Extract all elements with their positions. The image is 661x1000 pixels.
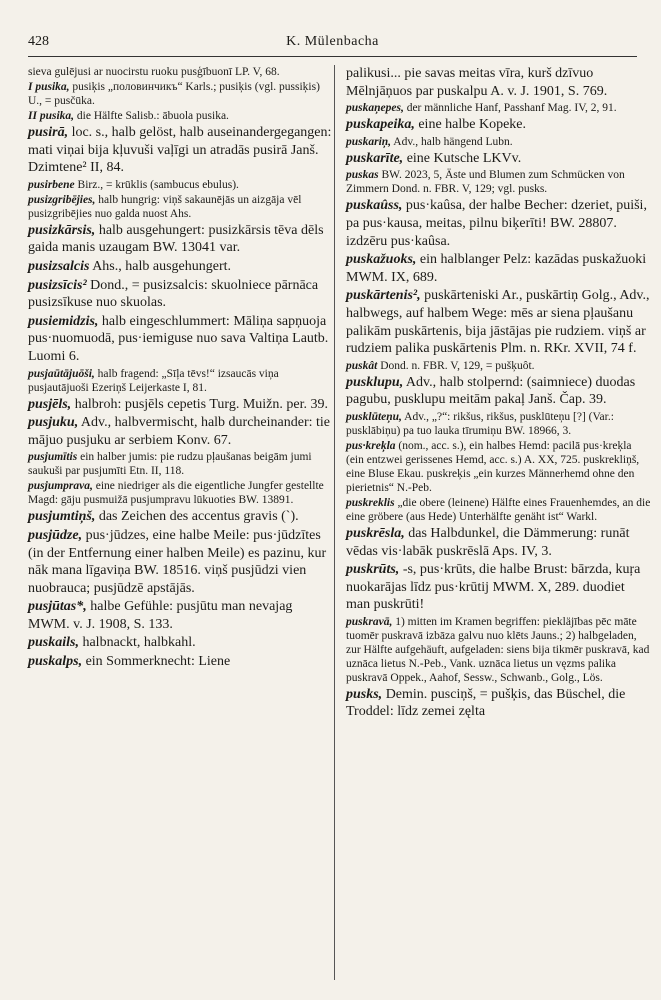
entry-text: Adv., „?“: rikšus, rikšus, pusklūteņu [?] (Var.: pusklābiņu) pa tuo lauka tīrumiņu BW. 18966, 3. (346, 410, 614, 437)
entry-text: 1) mitten im Kramen begriffen: piekläjības pēc māte tuomēr puskravā izbāza galvu nuo klēts Jauns.; 2) halbgeladen, zur Hälfte aufgehäuft, aufgeladen: siens bija tikmēr puskravā, kad uznāca lietus N.-Peb., Vank. uznāca lietus un vęzms palika puskravā Oppek., Aahof, Sessw., Schwanb., Golg., Lös. (346, 615, 650, 684)
dictionary-entry (28, 508, 333, 526)
entry-headword: pusizgribējies, (28, 193, 96, 206)
page-number: 428 (28, 34, 49, 49)
entry-headword: pusklūteņu, (346, 410, 402, 423)
entry-text: Adv., halbvermischt, halb durcheinander: tie mājuo pusjuku ar serbiem Konv. 67. (28, 415, 330, 448)
entry-headword: puskravā, (346, 615, 393, 628)
dictionary-entry (28, 313, 333, 366)
dictionary-entry (346, 287, 651, 357)
entry-headword: pusklupu, (346, 374, 404, 390)
dictionary-entry (346, 197, 651, 250)
entry-text: palikusi... pie savas meitas vīra, kurš dzīvuo Mēlnjāņuos par puskalpu A. v. J. 1901, S. 769. (346, 66, 608, 99)
dictionary-entry (346, 101, 651, 115)
entry-text: (nom., acc. s.), ein halbes Hemd: pacilā pus·kreķla (ein entzwei gerissenes Hemd, acc. s.) A. XX, 725. puskrekliņš, eine Bluse Ekau. puskreķis „ein kurzes Männerhemd ohne den pierietnis“ N.-Peb. (346, 439, 640, 494)
dictionary-entry (346, 439, 651, 495)
entry-headword: pusirā, (28, 125, 69, 140)
entry-headword: puskalps, (28, 654, 83, 670)
entry-headword: pusjūdze, (28, 527, 83, 543)
entry-text: pus·kaûsa, der halbe Becher: dzeriet, puiši, pa pus·kausa, meitas, pilnu biķerīti! BW. 28807. izdzēru pus·kaûsa. (346, 198, 647, 249)
entry-headword: puskārtenis², (346, 288, 421, 304)
entry-headword: pusjaūtājuōši, (28, 367, 95, 380)
dictionary-entry (28, 65, 333, 79)
entry-text: BW. 2023, 5, Äste und Blumen zum Schmücken von Zimmern Dond. n. FBR. V, 129; vgl. pusks. (346, 169, 625, 196)
entry-text: Dond., = pusizsalcis: skuolniece pārnāca pusizsīkuse nuo skuolas. (28, 277, 319, 311)
dictionary-entry (28, 634, 333, 652)
dictionary-entry (346, 359, 651, 373)
entry-headword: I pusika, (28, 81, 70, 93)
entry-headword: puskaņepes, (346, 102, 404, 115)
entry-text: ein halblanger Pelz: kazādas puskažuoki MWM. IX, 689. (346, 252, 647, 285)
dictionary-entry (28, 598, 333, 633)
entry-text: eine halbe Kopeke. (414, 117, 527, 133)
entry-text: Adv., halb hängend Lubn. (391, 135, 513, 148)
entry-headword: pusjēls, (28, 396, 72, 412)
entry-headword: puskariņ, (346, 135, 392, 148)
dictionary-entry (28, 109, 333, 123)
dictionary-entry (28, 367, 333, 395)
dictionary-entry (28, 124, 333, 177)
dictionary-entry (28, 479, 333, 507)
entry-text: halbnackt, halbkahl. (78, 635, 196, 651)
entry-headword: puskapeika, (346, 117, 415, 133)
entry-text: -s, pus·krūts, die halbe Brust: bārzda, kuŗa nuokarājas līdz pus·krūtij MWM. X, 289. duodiet man puskrūti! (346, 562, 641, 613)
dictionary-entry (346, 65, 651, 100)
entry-text: das Zeichen des accentus gravis (ˋ). (95, 509, 299, 525)
running-title: K. Mülenbacha (286, 34, 379, 49)
entry-text: halb ausgehungert: pusizkārsis tēva dēls gaida manis uzaugam BW. 13041 var. (28, 222, 324, 256)
entry-headword: pusizsalcis (28, 258, 90, 274)
entry-text: ein Sommerknecht: Liene (82, 654, 231, 670)
dictionary-entry (28, 80, 333, 108)
entry-headword: pusjūtas*, (28, 599, 87, 615)
entry-text: halbe Gefühle: pusjūtu man nevajag MWM. v. J. 1908, S. 133. (28, 599, 293, 632)
entry-text: Ahs., halb ausgehungert. (89, 258, 231, 274)
entry-headword: puskažuoks, (346, 252, 417, 268)
dictionary-entry (28, 653, 333, 671)
entry-headword: puskaûss, (346, 198, 403, 214)
entry-headword: pusirbene (28, 178, 75, 191)
entry-headword: pus·kreķla (346, 439, 396, 452)
dictionary-entry (28, 178, 333, 192)
dictionary-entry (28, 450, 333, 478)
entry-text: eine Kutsche LKVv. (403, 150, 522, 166)
dictionary-entry (346, 686, 651, 721)
entry-text: „die obere (leinene) Hälfte eines Frauenhemdes, an die eine gröbere (aus Hede) Unterhälfte genäht ist“ Warkl. (346, 496, 651, 523)
entry-text: pusiķis „половинчикъ“ Karls.; pusiķis (vgl. pussiķis) U., = pusčūka. (28, 81, 320, 107)
dictionary-entry (346, 150, 651, 168)
entry-headword: II pusika, (28, 110, 75, 122)
dictionary-entry (28, 258, 333, 276)
dictionary-entry (28, 222, 333, 257)
entry-headword: puskarīte, (346, 150, 404, 166)
entry-text: die Hälfte Salisb.: ābuola pusika. (74, 110, 229, 122)
entry-headword: pusiemidzis, (28, 313, 99, 329)
entry-headword: pusjumtiņš, (28, 509, 96, 525)
entry-headword: pusks, (346, 686, 383, 702)
dictionary-entry (28, 414, 333, 449)
right-column (346, 65, 651, 722)
dictionary-entry (346, 116, 651, 134)
entry-text: Dond. n. FBR. V, 129, = pušķuôt. (377, 359, 535, 372)
entry-headword: puskrēsla, (346, 525, 405, 541)
dictionary-entry (28, 396, 333, 414)
dictionary-entry (28, 193, 333, 221)
dictionary-entry (346, 168, 651, 196)
entry-headword: pusizkārsis, (28, 222, 96, 238)
entry-text: der männliche Hanf, Passhanf Mag. IV, 2, 91. (403, 102, 617, 115)
entry-text: loc. s., halb gelöst, halb auseinandergegangen: mati viņai bija kļuvuši vaļīgi un atradās pusirā Janš. Dzimtene² II, 84. (28, 125, 332, 176)
entry-headword: pusjumītis (28, 451, 78, 464)
dictionary-entry (346, 410, 651, 438)
dictionary-entry (346, 561, 651, 614)
entry-text: halbroh: pusjēls cepetis Turg. Muižn. per. 39. (71, 396, 328, 412)
entry-text: sieva gulējusi ar nuocirstu ruoku pusģībuonī LP. V, 68. (28, 66, 280, 78)
entry-text: Adv., halb stolpernd: (saimniece) duodas pagubu, pusklupu meitām pakaļ Janš. Čap. 39. (346, 374, 636, 408)
entry-text: Demin. pusciņš, = pušķis, das Büschel, die Troddel: līdz zemei zęlta (346, 686, 626, 720)
entry-text: puskārteniski Ar., puskārtiņ Golg., Adv., halbwegs, auf halbem Wege: mēs ar siena pļaušanu palikām puskārtenis, bija jāstājas pie rudziem. viņš ar rudziem palika puskārtenis Plm. n. RKr. XVII, 74 f. (346, 288, 650, 357)
dictionary-entry (346, 525, 651, 560)
dictionary-entry (346, 615, 651, 685)
entry-headword: puskas (346, 169, 379, 182)
entry-text: halb fragend: „Sīļa tēvs!“ izsaucās viņa pusjautājuoši Ezeriņš Leijerkaste I, 81. (28, 367, 279, 394)
entry-text: das Halbdunkel, die Dämmerung: runāt vēdas vis·labāk puskrēslā Aps. IV, 3. (346, 525, 630, 559)
entry-text: eine niedriger als die eigentliche Jungfer gestellte Magd: gāju pusmuižā pusjumpravu lūkuoties BW. 13891. (28, 480, 324, 507)
entry-headword: puskât (346, 359, 378, 372)
page-header (28, 34, 637, 57)
entry-text: pus·jūdzes, eine halbe Meile: pus·jūdzītes (in der Entfernung einer halben Meile) es pazinu, kur nāk mana līgaviņa BW. 18516. viņš pusjūdzi vien nuobrauca; pusjūdzē apstājās. (28, 527, 327, 596)
entry-headword: puskreklis (346, 496, 395, 509)
entry-text: halb eingeschlummert: Māliņa sapņuoja pus·nuomuodā, pus·iemiguse nuo sava Valtiņa Lautb. Luomi 6. (28, 313, 329, 364)
dictionary-entry (346, 251, 651, 286)
left-column (28, 65, 333, 672)
entry-text: ein halber jumis: pie rudzu pļaušanas beigām jumi saukuši par pusjumīti Etn. II, 118. (28, 451, 312, 478)
entry-headword: pusizsīcis² (28, 277, 87, 293)
entry-text: halb hungrig: viņš sakaunējās un aizgāja vēl pusizgribējies nuo galda nuost Ahs. (28, 193, 302, 220)
column-divider (334, 65, 335, 980)
entry-headword: pusjumprava, (28, 480, 93, 493)
dictionary-entry (28, 527, 333, 597)
dictionary-entry (28, 277, 333, 312)
entry-headword: puskrūts, (346, 562, 400, 578)
dictionary-entry (346, 374, 651, 409)
dictionary-entry (346, 496, 651, 524)
dictionary-entry (346, 135, 651, 149)
entry-headword: pusjuku, (28, 415, 79, 431)
entry-text: Birz., = krūklis (sambucus ebulus). (74, 178, 239, 191)
entry-headword: puskails, (28, 635, 79, 651)
